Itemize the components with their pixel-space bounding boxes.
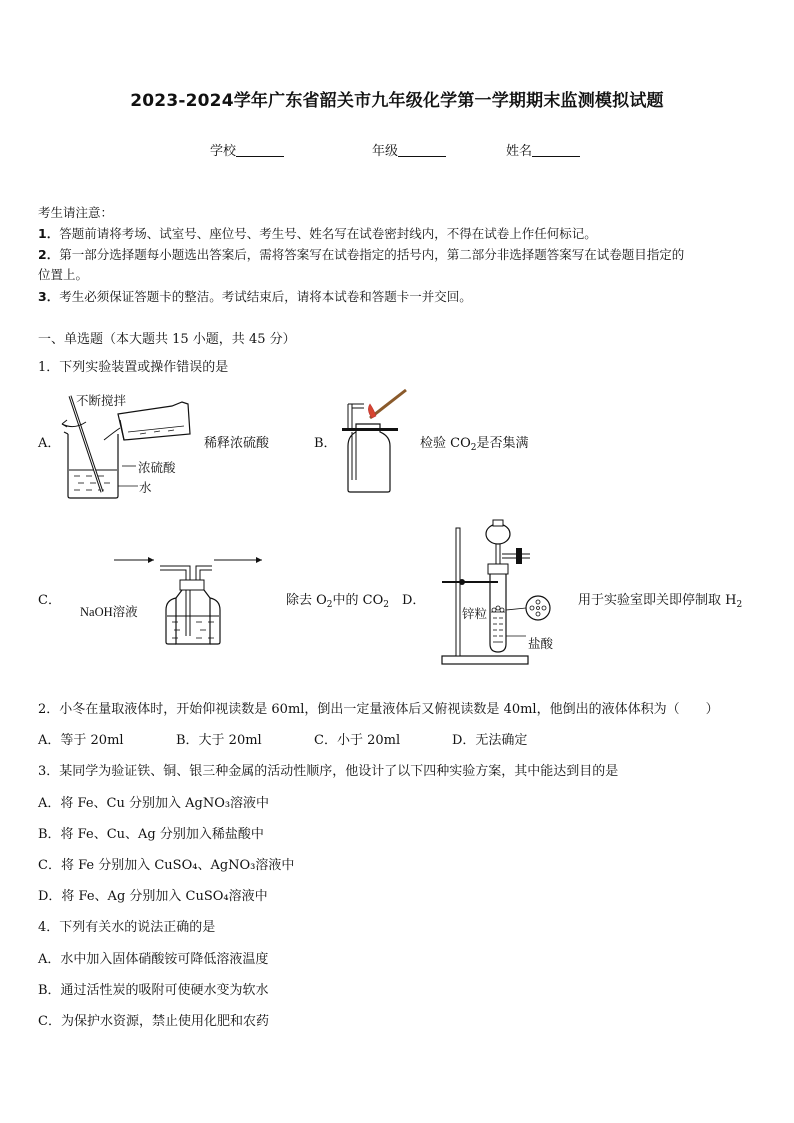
q4-stem: 4．下列有关水的说法正确的是	[38, 920, 216, 935]
q2-option-d: D．无法确定	[452, 733, 528, 748]
notice-item-2-cont	[38, 265, 88, 283]
school-field	[210, 140, 284, 159]
hcl-label: 盐酸	[528, 636, 554, 651]
q1-option-c-label	[286, 589, 389, 610]
q2-option-a: A．等于 20ml	[38, 733, 124, 748]
label-part: 用于实验室即关即停制取 H	[578, 593, 737, 608]
q1-option-a-letter: A．	[38, 436, 61, 451]
q1-stem: 1．下列实验装置或操作错误的是	[38, 360, 229, 375]
water-label: 水	[139, 480, 152, 495]
q2-option-c: C．小于 20ml	[314, 733, 401, 748]
q1-option-d-label	[578, 589, 742, 610]
stir-label: 不断搅拌	[76, 393, 127, 408]
section-heading: 一、单选题（本大题共 15 小题，共 45 分）	[38, 332, 296, 347]
label-part: 中的 CO	[332, 593, 384, 608]
notice-heading: 考生请注意：	[38, 205, 114, 220]
subscript: 2	[383, 600, 390, 610]
grade-blank	[398, 143, 446, 157]
q4-option-a: A．水中加入固体硝酸铵可降低溶液温度	[38, 952, 269, 967]
q1-option-b-label	[420, 432, 529, 453]
label-part: 除去 O	[286, 593, 327, 608]
naoh-label: NaOH溶液	[80, 605, 138, 619]
q1-option-d-letter: D．	[402, 593, 426, 608]
name-field	[506, 140, 580, 159]
subscript: 2	[736, 600, 743, 610]
label-part: 是否集满	[476, 436, 529, 451]
notice-item-1	[38, 224, 597, 242]
subscript: 2	[326, 600, 333, 610]
q3-option-c: C．将 Fe 分别加入 CuSO₄、AgNO₃溶液中	[38, 858, 295, 873]
q3-option-b: B．将 Fe、Cu、Ag 分别加入稀盐酸中	[38, 827, 264, 842]
grade-label: 年级	[372, 144, 399, 159]
q4-option-b: B．通过活性炭的吸附可使硬水变为软水	[38, 983, 269, 998]
notice-item-text: 第一部分选择题每小题选出答案后，需将答案写在试卷指定的括号内，第二部分非选择题答案写在试卷题目指定的	[59, 247, 685, 262]
acid-label: 浓硫酸	[138, 460, 176, 475]
label-part: 检验 CO	[420, 436, 471, 451]
q1-option-b-letter: B．	[314, 436, 337, 451]
notice-item-3	[38, 287, 472, 305]
school-label: 学校	[210, 144, 237, 159]
diagram-co2-collection	[336, 388, 416, 496]
subscript: 2	[470, 443, 477, 453]
notice-item-num: 1．	[38, 226, 60, 241]
notice-item-num: 2．	[38, 247, 60, 262]
name-blank	[532, 143, 580, 157]
q3-option-d: D．将 Fe、Ag 分别加入 CuSO₄溶液中	[38, 889, 268, 904]
q2-stem: 2．小冬在量取液体时，开始仰视读数是 60ml，倒出一定量液体后又俯视读数是 40ml，他倒出的液体体积为（ ）	[38, 702, 719, 717]
name-label: 姓名	[506, 144, 533, 159]
q1-option-a-label: 稀释浓硫酸	[204, 436, 270, 451]
zinc-label: 锌粒	[462, 606, 488, 621]
diagram-hydrogen-generator	[436, 518, 576, 668]
q3-stem: 3．某同学为验证铁、铜、银三种金属的活动性顺序，他设计了以下四种实验方案，其中能达到目的是	[38, 764, 619, 779]
q2-option-b: B．大于 20ml	[176, 733, 262, 748]
school-blank	[236, 143, 284, 157]
page-title: 2023-2024学年广东省韶关市九年级化学第一学期期末监测模拟试题	[130, 91, 664, 111]
grade-field	[372, 140, 446, 159]
q1-option-c-letter: C．	[38, 593, 61, 608]
notice-item-text: 答题前请将考场、试室号、座位号、考生号、姓名写在试卷密封线内，不得在试卷上作任何标记。	[59, 226, 597, 241]
q3-option-a: A．将 Fe、Cu 分别加入 AgNO₃溶液中	[38, 796, 270, 811]
notice-item-num: 3．	[38, 289, 60, 304]
diagram-gas-washing-bottle	[110, 546, 270, 656]
q4-option-c: C．为保护水资源，禁止使用化肥和农药	[38, 1014, 269, 1029]
notice-item-text: 位置上。	[38, 267, 89, 282]
notice-item-text: 考生必须保证答题卡的整洁。考试结束后，请将本试卷和答题卡一并交回。	[59, 289, 472, 304]
notice-item-2	[38, 245, 684, 263]
